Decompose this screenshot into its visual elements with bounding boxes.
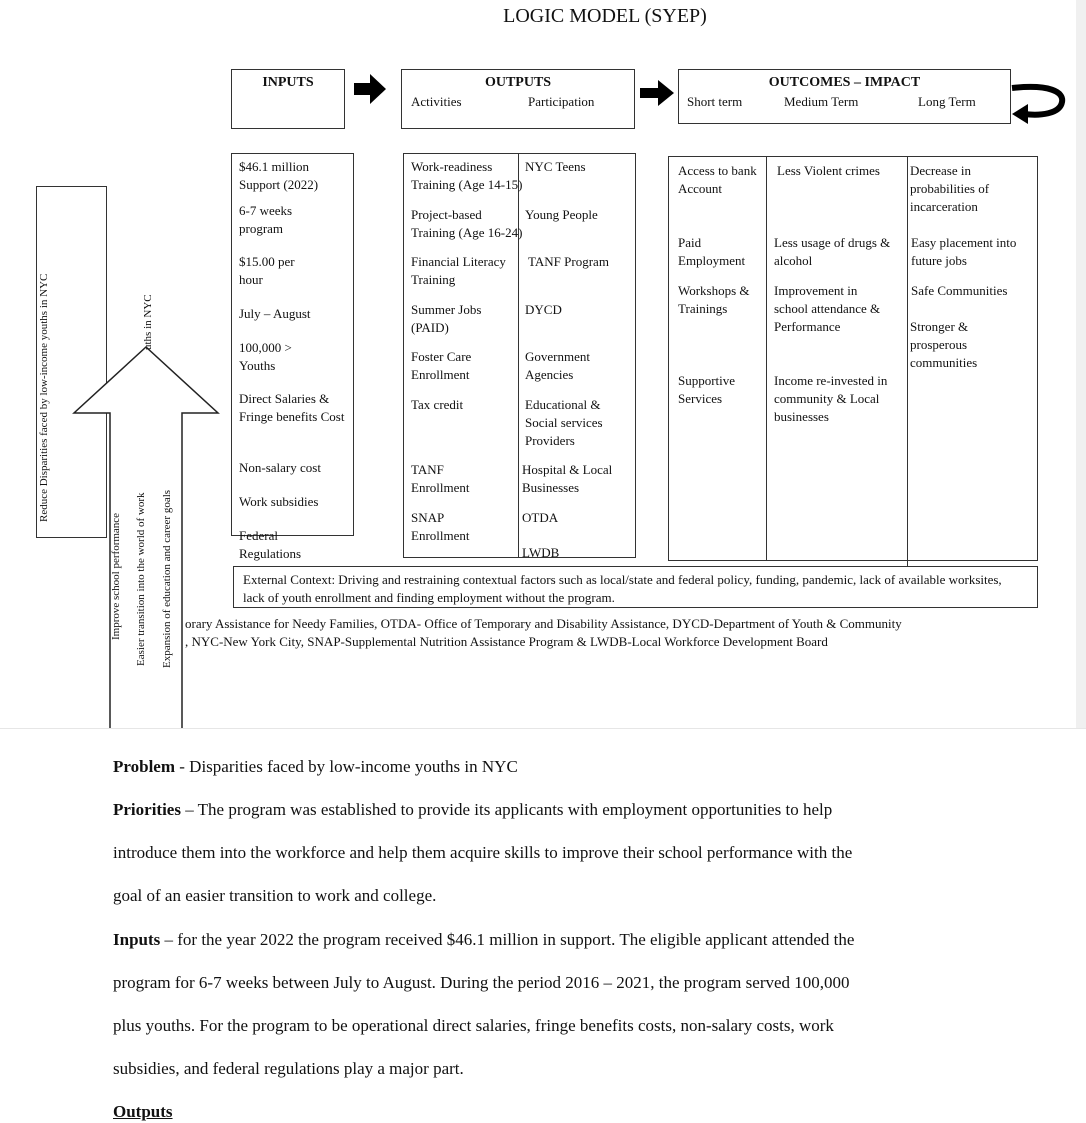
- inputs-text: – for the year 2022 the program received $46.1 million in support. The eligible applicant attended the: [160, 930, 855, 949]
- input-item: Federal Regulations: [239, 528, 302, 561]
- inputs-paragraph-line: plus youths. For the program to be operational direct salaries, fringe benefits costs, non-salary costs, work: [113, 1016, 834, 1035]
- input-item: 6-7 weeks program: [239, 203, 293, 236]
- input-item: July – August: [239, 306, 311, 321]
- participation-item: Educational & Social services Providers: [525, 397, 603, 448]
- activity-item: SNAP Enrollment: [411, 510, 470, 543]
- inputs-header-box: [231, 69, 345, 129]
- problem-text: - Disparities faced by low-income youths in NYC: [175, 757, 518, 776]
- inputs-paragraph-line: [113, 929, 854, 951]
- input-item: Work subsidies: [239, 494, 319, 509]
- participation-item: Government Agencies: [525, 349, 590, 382]
- outputs-heading: [113, 1101, 173, 1123]
- participation-item: Young People: [525, 207, 598, 222]
- outcomes-header-box: [678, 69, 1011, 124]
- arrow-right-icon: [354, 74, 386, 104]
- activity-item: Project-based Training (Age 16-24): [411, 207, 523, 240]
- arrow-right-icon: [640, 80, 674, 106]
- short-term-item: Access to bank Account: [678, 163, 757, 196]
- activity-item: Tax credit: [411, 397, 464, 412]
- activity-item: Summer Jobs (PAID): [411, 302, 482, 335]
- arrow-label: Easier transition into the world of work: [135, 492, 147, 666]
- short-term-subheader: Short term: [687, 94, 743, 109]
- activity-item: TANF Enrollment: [411, 462, 470, 495]
- activities-subheader: Activities: [411, 94, 462, 109]
- arrow-label: Expansion of education and career goals: [161, 489, 173, 668]
- long-term-item: Stronger & prosperous communities: [910, 319, 978, 370]
- outcomes-divider: [907, 156, 908, 566]
- priorities-paragraph-line: introduce them into the workforce and help them acquire skills to improve their school performance with the: [113, 843, 853, 862]
- goal-box-text: Reduce Disparities faced by low-income youths in NYC: [38, 273, 50, 522]
- input-item: Direct Salaries & Fringe benefits Cost: [239, 391, 345, 424]
- input-item: 100,000 > Youths: [239, 340, 292, 373]
- participation-subheader: Participation: [528, 94, 595, 109]
- inputs-header: INPUTS: [262, 75, 314, 90]
- medium-term-item: Improvement in school attendance & Performance: [774, 283, 881, 334]
- participation-item: Hospital & Local Businesses: [522, 462, 613, 495]
- priorities-text: – The program was established to provide its applicants with employment opportunities to help: [180, 800, 833, 819]
- long-term-item: Safe Communities: [911, 283, 1008, 298]
- outcomes-header: OUTCOMES – IMPACT: [768, 75, 921, 90]
- inputs-paragraph-line: program for 6-7 weeks between July to August. During the period 2016 – 2021, the program served 100,000: [113, 973, 850, 992]
- long-term-subheader: Long Term: [918, 94, 976, 109]
- external-context-box: [233, 566, 1038, 608]
- arrow-tip-text: uths in NYC: [142, 294, 154, 350]
- inputs-label: Inputs: [113, 930, 161, 949]
- page-title: LOGIC MODEL (SYEP): [503, 5, 707, 27]
- arrow-label: Improve school performance: [110, 512, 122, 640]
- priorities-label: Priorities: [113, 800, 181, 819]
- outcomes-divider: [766, 156, 767, 561]
- short-term-item: Workshops & Trainings: [678, 283, 750, 316]
- activity-item: Work-readiness Training (Age 14-15): [411, 159, 523, 192]
- input-item: Non-salary cost: [239, 460, 321, 475]
- participation-item: TANF Program: [528, 254, 609, 269]
- outputs-label: Outputs: [113, 1102, 173, 1121]
- priorities-paragraph-line: [113, 799, 832, 821]
- activity-item: Foster Care Enrollment: [411, 349, 472, 382]
- external-context-text: External Context: Driving and restraining contextual factors such as local/state and federal policy, funding, pandemic, lack of available worksites, lack of youth enrollment and finding employment without the program.: [243, 572, 1002, 605]
- short-term-item: Paid Employment: [678, 235, 746, 268]
- problem-paragraph: [113, 756, 518, 778]
- input-item: $15.00 per hour: [239, 254, 295, 287]
- medium-term-item: Income re-invested in community & Local businesses: [774, 373, 888, 424]
- abbreviations-line: , NYC-New York City, SNAP-Supplemental Nutrition Assistance Program & LWDB-Local Workforce Development Board: [185, 634, 828, 649]
- outputs-header: OUTPUTS: [484, 75, 552, 90]
- outputs-header-box: [401, 69, 635, 129]
- long-term-item: Easy placement into future jobs: [911, 235, 1017, 268]
- abbreviations-line: orary Assistance for Needy Families, OTDA- Office of Temporary and Disability Assistance, DYCD-Department of Youth & Community: [185, 616, 902, 631]
- participation-item: OTDA: [522, 510, 559, 525]
- participation-item: NYC Teens: [525, 159, 586, 174]
- long-term-item: Decrease in probabilities of incarceration: [910, 163, 990, 214]
- medium-term-item: Less usage of drugs & alcohol: [774, 235, 891, 268]
- medium-term-subheader: Medium Term: [784, 94, 859, 109]
- medium-term-item: Less Violent crimes: [777, 163, 880, 178]
- problem-label: Problem: [113, 757, 176, 776]
- page-break: [0, 728, 1086, 743]
- page-edge: [1076, 0, 1086, 728]
- participation-item: DYCD: [525, 302, 562, 317]
- priorities-paragraph-line: goal of an easier transition to work and college.: [113, 886, 437, 905]
- inputs-paragraph-line: subsidies, and federal regulations play a major part.: [113, 1059, 464, 1078]
- input-item: $46.1 million Support (2022): [239, 159, 319, 192]
- short-term-item: Supportive Services: [678, 373, 736, 406]
- participation-item: LWDB: [522, 545, 560, 560]
- activity-item: Financial Literacy Training: [411, 254, 506, 287]
- feedback-loop-arrow-icon: [1010, 82, 1066, 128]
